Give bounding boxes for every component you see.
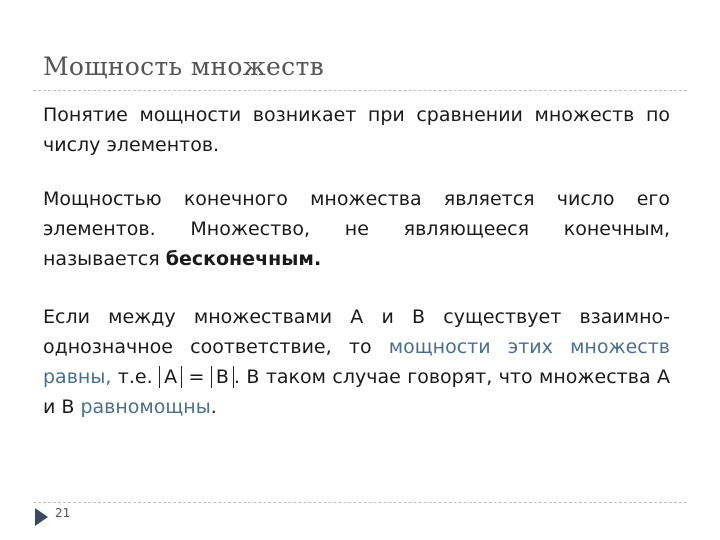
page-number: 21 — [55, 506, 71, 520]
paragraph-equipotent-part2: т.е. — [111, 366, 160, 388]
paragraph-finite-text: Мощностью конечного множества является число его элементов. Множество, не являющееся конечным, называется — [43, 188, 670, 270]
paragraph-equipotent-part3: . В таком случае говорят, что множества А и В — [43, 366, 671, 418]
footer-divider — [33, 502, 687, 503]
term-infinite: бесконечным — [165, 248, 314, 270]
highlight-equipotent: равномощны — [80, 396, 211, 418]
paragraph-equipotent-end: . — [210, 396, 217, 418]
paragraph-equipotent — [43, 302, 670, 422]
paragraph-intro: Понятие мощности возникает при сравнении множеств по числу элементов. — [43, 104, 670, 156]
slide-title: Мощность множеств — [43, 52, 324, 81]
cardinality-a: А — [159, 366, 182, 388]
paragraph-finite-cardinality — [43, 184, 670, 274]
cardinality-b: В — [211, 366, 234, 388]
paragraph-finite-end: . — [313, 248, 322, 270]
highlight-cardinalities-equal: мощности этих множеств равны, — [43, 336, 670, 388]
title-divider — [33, 90, 687, 91]
paragraph-equipotent-part1: Если между множествами А и В существует взаимно-однозначное соответствие, то — [43, 306, 670, 358]
slide-content — [43, 100, 670, 442]
equals-sign: = — [188, 366, 205, 388]
footer-arrow-icon — [35, 508, 48, 526]
